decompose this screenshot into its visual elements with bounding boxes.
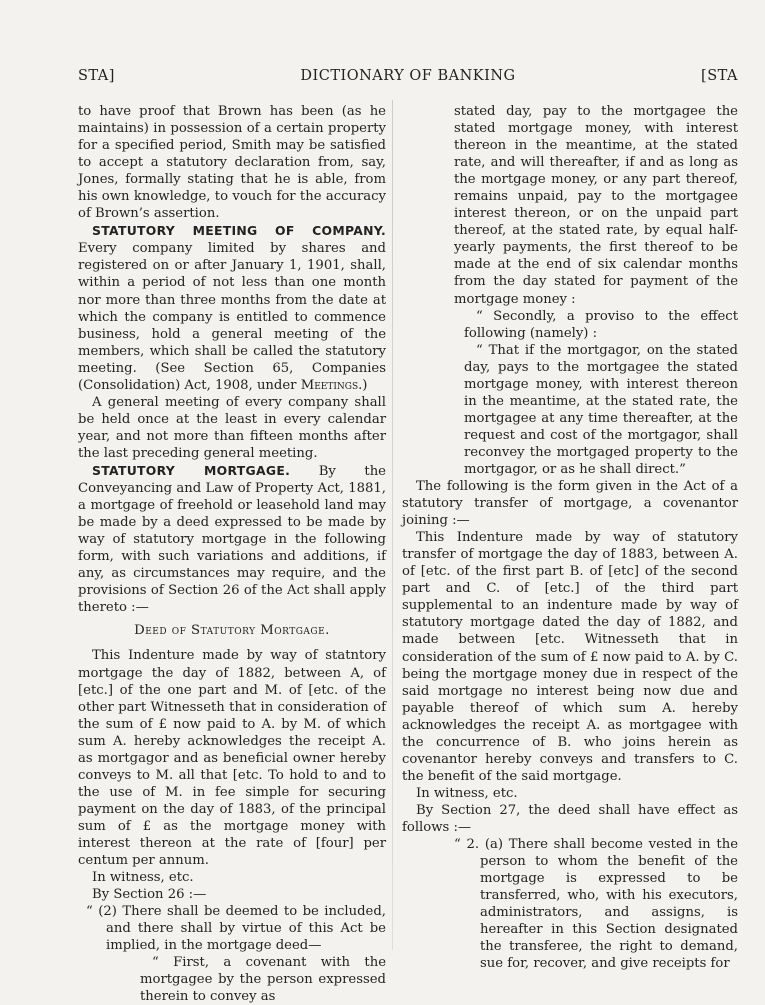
quoted-clause: stated day, pay to the mortgagee the stated mortgage money, with interest thereon in the meantime, at the stated rate, and will thereafter, if and as long as the mortgage money, or any part thereof, remains unpaid, pay to the mortgagee interest thereon, or on the unpaid part thereof, at the stated rate, by equal half-yearly payments, the first thereof to be made at the end of six calendar months from the day stated for payment of the mortgage money : [454, 104, 738, 307]
paragraph: A general meeting of every company shall be held once at the least in every calendar year, and not more than fifteen months after the last preceding general meeting. [78, 394, 386, 461]
paragraph-text: Every company limited by shares and registered on or after January 1, 1901, shall, within a period of not less than one month nor more than three months from the date at which the company is entitled to commence business, hold a general meeting of the members, which shall be called the statutory meeting. (See Section 65, Companies (Consolidation) Act, 1908, under [78, 241, 386, 393]
header-right-guide: [STA [701, 68, 738, 84]
entry-heading: STATUTORY MEETING OF COMPANY. [92, 223, 386, 239]
quoted-clause: “ 2. (a) There shall become vested in the person to whom the benefit of the mortgage is expressed to be transferred, who, with his executors, administrators, and assigns, is hereafter in this Section designated the transferee, the right to demand, sue for, recover, and give receipts for [454, 837, 738, 972]
quoted-clause: “ That if the mortgagor, on the stated day, pays to the mortgagee the stated mortgage money, with interest thereon in the meantime, at the stated rate, the mortgagee at any time thereafter, at the request and cost of the mortgagor, shall reconvey the mortgaged property to the mortgagor, or as he shall direct.” [464, 342, 738, 477]
paragraph: to have proof that Brown has been (as he maintains) in possession of a certain property for a specified period, Smith may be satisfied to accept a statutory declaration from, say, Jones, formally stating that he is able, from his own knowledge, to vouch for the accuracy of Brown’s assertion. [78, 104, 386, 222]
paragraph: In witness, etc. [92, 870, 194, 886]
paragraph: By Section 27, the deed shall have effect as follows :— [402, 802, 738, 835]
paragraph: This Indenture made by way of statntory mortgage the day of 1882, between A, of [etc.] of the one part and M. of [etc. of the other part Witnesseth that in consideration of the sum of £ now paid to A. by M. of which sum A. hereby acknowledges the receipt A. as mortgagor and as beneficial owner hereby conveys to M. all that [etc. To hold to and to the use of M. in fee simple for securing payment on the day of 1883, of the principal sum of £ as the mortgage money with interest thereon at the rate of [four] per centum per annum. [78, 648, 386, 869]
paragraph: By Section 26 :— [92, 887, 207, 903]
column-rule [392, 100, 393, 950]
right-column [402, 103, 738, 972]
paragraph [78, 222, 386, 393]
running-header [78, 68, 738, 90]
left-column [78, 103, 386, 1005]
entry-heading: STATUTORY MORTGAGE. [92, 462, 291, 478]
deed-title: Deed of Statutory Mortgage. [134, 623, 330, 639]
quoted-clause: “ Secondly, a proviso to the effect following (namely) : [464, 308, 738, 341]
paragraph [78, 462, 386, 616]
quoted-clause: “ First, a covenant with the mortgagee by the person expressed therein to convey as [140, 955, 386, 1005]
quoted-clause: “ (2) There shall be deemed to be included, and there shall by virtue of this Act be implied, in the mortgage deed— [86, 904, 386, 954]
paragraph: The following is the form given in the Act of a statutory transfer of mortgage, a covenantor joining :— [402, 479, 738, 529]
header-title: DICTIONARY OF BANKING [300, 68, 516, 84]
header-left-guide: STA] [78, 68, 115, 84]
paragraph: This Indenture made by way of statutory transfer of mortgage the day of 1883, between A. of [etc. of the first part B. of [etc] of the second part and C. of [etc.] of the third part supplemental to an indenture made by way of statutory mortgage dated the day of 1882, and made between [etc. Witnesseth that in consideration of the sum of £ now paid to A. by C. being the mortgage money due in respect of the said mortgage no interest being now due and payable thereof of which sum A. hereby acknowledges the receipt A. as mortgagee with the concurrence of B. who joins herein as covenantor hereby conveys and transfers to C. the benefit of the said mortgage. [402, 530, 738, 784]
paragraph: In witness, etc. [416, 785, 518, 801]
paragraph-text: By the Conveyancing and Law of Property Act, 1881, a mortgage of freehold or leasehold land may be made by a deed expressed to be made by way of statutory mortgage in the following form, with such variations and additions, if any, as circumstances may require, and the provisions of Section 26 of the Act shall apply thereto :— [78, 463, 386, 616]
cross-reference: Meetings.) [300, 377, 368, 393]
